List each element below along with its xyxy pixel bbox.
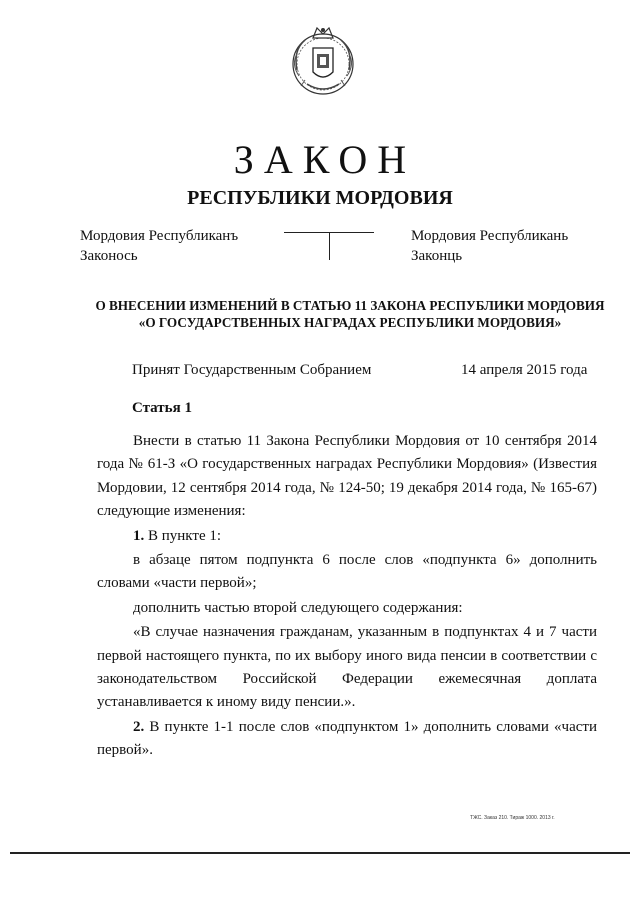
item-2-text: В пункте 1-1 после слов «подпунктом 1» дополнить словами «части первой». bbox=[97, 718, 597, 759]
bottom-rule bbox=[10, 852, 630, 854]
article-title: Статья 1 bbox=[132, 400, 192, 416]
native-title-left-line-1: Мордовия Республиканъ bbox=[80, 228, 239, 244]
item-1-paragraph-b: дополнить частью второй следующего содержания: bbox=[133, 599, 463, 616]
item-1-paragraph-a: в абзаце пятом подпункта 6 после слов «подпункта 6» дополнить словами «части первой»; bbox=[97, 552, 597, 592]
item-1-paragraph-c: «В случае назначения гражданам, указанным в подпунктах 4 и 7 части первой настоящего пункта, по их выбору иного вида пенсии в соответствии с законодательством Российской Федерации ежемесячная доплата устанавливается к иному виду пенсии.». bbox=[97, 624, 597, 711]
item-1-heading bbox=[97, 525, 597, 548]
law-heading bbox=[80, 297, 620, 331]
item-1-number: 1. bbox=[133, 527, 145, 544]
coat-of-arms-emblem bbox=[283, 20, 363, 100]
native-title-right-line-1: Мордовия Республикань bbox=[411, 228, 569, 244]
native-title-right bbox=[411, 226, 568, 266]
document-subtitle: РЕСПУБЛИКИ МОРДОВИЯ bbox=[187, 187, 453, 209]
article-body bbox=[97, 430, 597, 763]
native-title-left-line-2: Законось bbox=[80, 248, 138, 264]
article-intro: Внести в статью 11 Закона Республики Мордовия от 10 сентября 2014 года № 61-З «О государственных наградах Республики Мордовия» (Известия Мордовии, 12 сентября 2014 года, № 124-50; 19 декабря 2014 года, № 165-67) следующие изменения: bbox=[97, 433, 597, 520]
registration-line-divider bbox=[329, 232, 330, 260]
native-title-right-line-2: Законць bbox=[411, 248, 463, 264]
document-title: ЗАКОН bbox=[233, 137, 417, 182]
adopted-by-text: Принят Государственным Собранием bbox=[132, 362, 372, 378]
print-info: ТЖС. Заказ 210. Тираж 1000. 2013 г. bbox=[470, 815, 555, 821]
adoption-date: 14 апреля 2015 года bbox=[461, 362, 588, 378]
item-1-text: В пункте 1: bbox=[144, 527, 222, 544]
law-heading-line-2: «О ГОСУДАРСТВЕННЫХ НАГРАДАХ РЕСПУБЛИКИ МОРДОВИЯ» bbox=[138, 315, 562, 330]
law-heading-line-1: О ВНЕСЕНИИ ИЗМЕНЕНИЙ В СТАТЬЮ 11 ЗАКОНА РЕСПУБЛИКИ МОРДОВИЯ bbox=[95, 298, 605, 313]
native-title-left bbox=[80, 226, 238, 266]
item-2-number: 2. bbox=[133, 718, 145, 735]
item-2-paragraph bbox=[97, 716, 597, 763]
